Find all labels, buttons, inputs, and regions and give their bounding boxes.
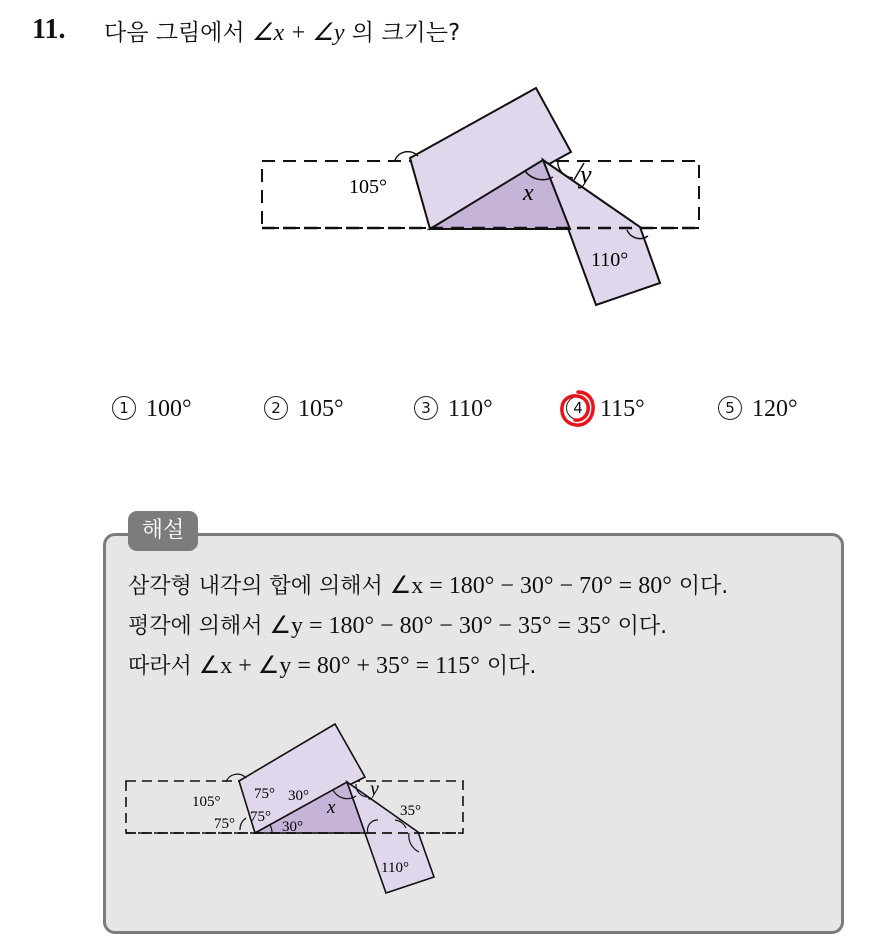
solution-figure (0, 700, 884, 900)
sol-label-75-left: 75° (214, 816, 235, 832)
solution-lower-rectangle (347, 782, 434, 893)
solution-line-3-end: 이다. (479, 654, 537, 679)
solution-tag: 해설 (128, 511, 198, 551)
selection-circle (556, 388, 598, 430)
sol-label-75-mid: 75° (250, 809, 271, 825)
choice-3-mark: 3 (414, 396, 438, 420)
solution-line-2-end: 이다. (610, 614, 668, 639)
solution-line-2-math: ∠y = 180° − 80° − 30° − 35° = 35° (269, 613, 611, 639)
solution-line-3-text: 따라서 (128, 654, 199, 679)
label-110: 110° (591, 249, 629, 271)
question-figure (0, 0, 884, 360)
solution-line-1-end: 이다. (671, 574, 729, 599)
choice-1-value: 100° (146, 396, 192, 422)
choice-5[interactable] (718, 396, 798, 423)
question-text-suffix: 의 크기는? (344, 20, 461, 46)
sol-label-35: 35° (400, 803, 421, 819)
solution-line-3-math: ∠x + ∠y = 80° + 35° = 115° (198, 653, 480, 679)
solution-line-2 (128, 609, 667, 640)
sol-label-30-top: 30° (288, 788, 309, 804)
sol-label-y: y (370, 778, 379, 800)
label-y: y (580, 160, 592, 189)
label-x: x (523, 180, 534, 206)
question-number: 11. (32, 14, 66, 45)
choice-1-mark: 1 (112, 396, 136, 420)
question-math: ∠x + ∠y (251, 20, 345, 46)
sol-label-x: x (327, 797, 336, 818)
choice-2-mark: 2 (264, 396, 288, 420)
solution-line-1-text: 삼각형 내각의 합에 의해서 (128, 574, 390, 599)
choice-3[interactable] (414, 396, 493, 423)
choice-4-value: 115° (600, 396, 645, 422)
choice-2-value: 105° (298, 396, 344, 422)
choice-2[interactable] (264, 396, 344, 423)
sol-label-105: 105° (192, 794, 221, 810)
sol-label-75-top: 75° (254, 786, 275, 802)
choice-1[interactable] (112, 396, 192, 423)
lower-rectangle (543, 160, 660, 305)
sol-label-110: 110° (381, 860, 409, 876)
choice-5-value: 120° (752, 396, 798, 422)
choice-3-value: 110° (448, 396, 493, 422)
sol-label-30-bot: 30° (282, 819, 303, 835)
label-105: 105° (349, 176, 387, 198)
answer-choices (0, 396, 884, 432)
solution-line-3 (128, 649, 536, 680)
solution-line-1-math: ∠x = 180° − 30° − 70° = 80° (389, 573, 672, 599)
choice-4-mark: 4 (566, 396, 590, 420)
solution-line-1 (128, 569, 728, 600)
choice-5-mark: 5 (718, 396, 742, 420)
question-text-prefix: 다음 그림에서 (104, 20, 252, 46)
solution-line-2-text: 평각에 의해서 (128, 614, 270, 639)
